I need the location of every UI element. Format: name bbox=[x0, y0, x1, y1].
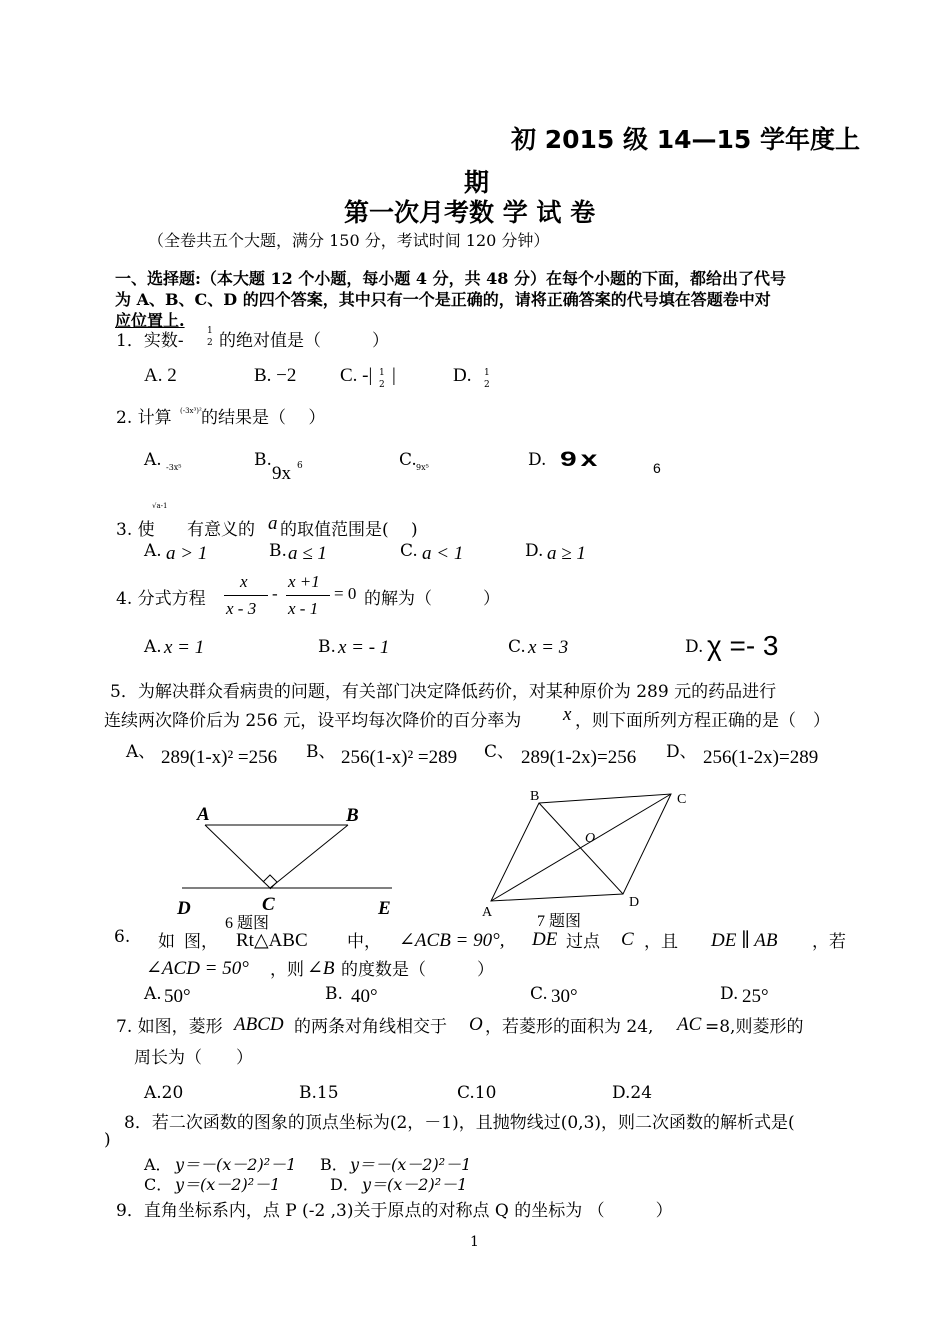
q8-line2: ) bbox=[104, 1130, 111, 1150]
q4-option-b-expr: x = - 1 bbox=[338, 637, 390, 658]
q3-radical: √a-1 bbox=[152, 502, 168, 510]
q4-option-d: D. bbox=[685, 637, 704, 657]
q5-option-c: C、 bbox=[484, 742, 515, 762]
q3-stem-post: 的取值范围是( ) bbox=[280, 520, 418, 540]
q1-stem-pre: 1．实数- bbox=[116, 331, 184, 351]
q2-option-b-sup: 6 bbox=[297, 461, 303, 471]
q6-c: C bbox=[621, 929, 634, 950]
q6-w1: 如 bbox=[158, 932, 175, 952]
q4-option-a-expr: x = 1 bbox=[164, 637, 205, 658]
q3-option-d: D. bbox=[525, 541, 544, 561]
q5-line2-pre: 连续两次降价后为 256 元，设平均每次降价的百分率为 bbox=[104, 711, 522, 731]
q3-option-a-expr: a > 1 bbox=[166, 543, 208, 564]
q2-stem-pre: 2. 计算 bbox=[116, 408, 172, 428]
q5-option-a-expr: 289(1-x)² =256 bbox=[161, 747, 278, 768]
q2-option-b: B. bbox=[254, 450, 272, 470]
q7-line2: 周长为（ ） bbox=[134, 1048, 253, 1068]
fig7-label-b: B bbox=[530, 789, 540, 804]
page-number: 1 bbox=[470, 1234, 479, 1250]
q3-stem-mid: 有意义的 bbox=[187, 520, 255, 540]
fig6-label-c: C bbox=[262, 894, 275, 915]
q5-option-c-expr: 289(1-2x)=256 bbox=[521, 747, 637, 768]
q8-line1: 8．若二次函数的图象的顶点坐标为(2，－1)，且抛物线过(0,3)，则二次函数的解析式是( bbox=[124, 1113, 795, 1133]
q7-option-b: B.15 bbox=[299, 1083, 339, 1103]
q7-abcd: ABCD bbox=[234, 1014, 284, 1035]
q6-number: 6. bbox=[114, 927, 131, 947]
q6-de: DE bbox=[532, 929, 558, 950]
fig6-line-ac bbox=[205, 825, 270, 888]
fig7-label-a: A bbox=[482, 905, 493, 920]
q9-stem: 9．直角坐标系内，点 P (-2 ,3)关于原点的对称点 Q 的坐标为 （ ） bbox=[116, 1201, 673, 1221]
section1-line3: 应位置上. bbox=[115, 311, 185, 330]
q4-option-b: B. bbox=[318, 637, 336, 657]
q4-frac1-num: x bbox=[240, 572, 248, 591]
fig7-label-d: D bbox=[629, 895, 640, 910]
q6-option-d-expr: 25° bbox=[742, 986, 769, 1007]
q6-w2: 图， bbox=[184, 932, 218, 952]
q8-option-a: A． bbox=[144, 1155, 172, 1174]
q6-option-b-expr: 40° bbox=[351, 986, 378, 1007]
q1-option-b: B. −2 bbox=[254, 365, 297, 386]
q1-frac-num: 1 bbox=[207, 326, 213, 336]
q7-o: O bbox=[469, 1014, 483, 1035]
fig7-caption: 7 题图 bbox=[537, 913, 582, 930]
q5-option-a: A、 bbox=[126, 742, 156, 762]
fig6-label-e: E bbox=[378, 898, 391, 919]
q4-frac2-num: x +1 bbox=[288, 572, 320, 591]
q5-option-d-expr: 256(1-2x)=289 bbox=[703, 747, 819, 768]
q8-option-b-expr: y＝－(x－2)²－1 bbox=[350, 1155, 472, 1174]
q7-ac: AC bbox=[677, 1014, 702, 1035]
section1-line2: 为 A、B、C、D 的四个答案，其中只有一个是正确的，请将正确答案的代号填在答题卷中对 bbox=[115, 290, 771, 309]
q6-option-d: D. bbox=[720, 984, 739, 1004]
q1-stem-post: 的绝对值是（ ） bbox=[219, 331, 389, 351]
subtitle: （全卷共五个大题，满分 150 分，考试时间 120 分钟） bbox=[148, 231, 550, 250]
q3-option-a: A. bbox=[144, 541, 162, 561]
q6-parallel: DE ∥ AB bbox=[711, 930, 778, 951]
q6-option-a-expr: 50° bbox=[164, 986, 191, 1007]
q3-stem-var: a bbox=[268, 513, 278, 534]
title-line3: 第一次月考数 学 试 卷 bbox=[344, 198, 596, 227]
figure-6 bbox=[170, 795, 410, 935]
q4-option-a: A. bbox=[144, 637, 162, 657]
q3-option-b-expr: a ≤ 1 bbox=[288, 543, 327, 564]
q2-stem-post: 的结果是（ ） bbox=[201, 408, 326, 428]
figure-7 bbox=[475, 783, 715, 933]
q4-option-d-expr: χ =- 3 bbox=[707, 630, 779, 661]
q1-option-c: C. -| bbox=[340, 365, 373, 386]
q4-stem-post: 的解为（ ） bbox=[364, 589, 500, 609]
q6-option-c-expr: 30° bbox=[551, 986, 578, 1007]
q8-option-c-expr: y＝(x－2)²－1 bbox=[175, 1175, 281, 1194]
q2-option-a-expr: -3x⁵ bbox=[166, 463, 182, 472]
q4-frac2-den: x - 1 bbox=[288, 599, 319, 618]
q5-option-b: B、 bbox=[306, 742, 336, 762]
q5-option-b-expr: 256(1-x)² =289 bbox=[341, 747, 458, 768]
q1-option-a: A. 2 bbox=[144, 365, 177, 386]
q7-option-c: C.10 bbox=[457, 1083, 497, 1103]
fig6-label-a: A bbox=[197, 804, 210, 825]
q2-option-c: C. bbox=[399, 450, 417, 470]
q6-option-b: B. bbox=[325, 984, 343, 1004]
q4-minus: - bbox=[272, 584, 278, 603]
q4-frac2-bar bbox=[286, 595, 330, 596]
q4-frac1-bar bbox=[224, 595, 268, 596]
q6-w5: ，且 bbox=[644, 932, 678, 952]
q3-option-b: B. bbox=[269, 541, 287, 561]
q2-option-b-expr: 9x bbox=[272, 463, 291, 484]
q4-eq: = 0 bbox=[334, 584, 357, 603]
q1-frac-den: 2 bbox=[207, 338, 213, 348]
fig6-label-d: D bbox=[177, 898, 191, 919]
q7-option-d: D.24 bbox=[612, 1083, 653, 1103]
section1-line1: 一、选择题:（本大题 12 个小题，每小题 4 分，共 48 分）在每个小题的下面，都给出了代号 bbox=[115, 269, 786, 288]
q2-option-a: A. bbox=[144, 450, 162, 470]
q4-stem-pre: 4. 分式方程 bbox=[116, 589, 206, 609]
fig6-line-bc bbox=[270, 825, 348, 888]
q6-option-a: A. bbox=[144, 984, 162, 1004]
title-line1: 初 2015 级 14—15 学年度上 bbox=[511, 125, 860, 154]
q6-angle1: ∠ACB = 90°, bbox=[399, 930, 505, 951]
q5-option-d: D、 bbox=[666, 742, 697, 762]
q6-rt: Rt△ABC bbox=[236, 930, 308, 951]
q6-option-c: C. bbox=[530, 984, 548, 1004]
q3-stem-pre: 3. 使 bbox=[116, 520, 155, 540]
q1-option-c-den: 2 bbox=[379, 380, 385, 390]
q4-option-c: C. bbox=[508, 637, 526, 657]
q7-stem-mid2: ，若菱形的面积为 24, bbox=[485, 1017, 654, 1037]
q7-stem-post: =8,则菱形的 bbox=[705, 1017, 804, 1037]
q6-angle2: ∠ACD = 50° bbox=[146, 958, 249, 979]
q4-option-c-expr: x = 3 bbox=[528, 637, 569, 658]
q2-option-d-sup: 6 bbox=[653, 460, 661, 476]
q2-inline-expr: (-3x³)² bbox=[180, 407, 202, 415]
q6-w3: 中， bbox=[347, 932, 381, 952]
q8-option-d: D． bbox=[330, 1175, 359, 1194]
fig7-label-o: O bbox=[585, 831, 596, 846]
q1-option-c-post: | bbox=[392, 365, 396, 386]
q3-option-c: C. bbox=[400, 541, 418, 561]
q6-angle-b: ∠B bbox=[307, 958, 335, 979]
title-line2: 期 bbox=[464, 168, 490, 197]
q8-option-c: C． bbox=[144, 1175, 173, 1194]
q4-frac1-den: x - 3 bbox=[226, 599, 257, 618]
q5-line2-post: ，则下面所列方程正确的是（ ） bbox=[575, 711, 830, 731]
q5-line2-var: x bbox=[563, 704, 572, 725]
q6-w4: 过点 bbox=[566, 932, 600, 952]
q1-option-d-num: 1 bbox=[484, 368, 490, 378]
q3-option-c-expr: a < 1 bbox=[422, 543, 464, 564]
q7-option-a: A.20 bbox=[144, 1083, 184, 1103]
q1-option-c-num: 1 bbox=[379, 368, 385, 378]
q2-option-c-expr: 9x⁵ bbox=[416, 463, 429, 472]
fig7-diagonal-bd bbox=[539, 803, 623, 894]
q7-stem-mid: 的两条对角线相交于 bbox=[294, 1017, 447, 1037]
q8-option-d-expr: y＝(x－2)²－1 bbox=[362, 1175, 468, 1194]
q6-w6: ，若 bbox=[812, 932, 846, 952]
q2-option-d: D. bbox=[528, 450, 547, 470]
q6-w7: ，则 bbox=[270, 960, 304, 980]
q1-option-d-den: 2 bbox=[484, 380, 490, 390]
q5-line1: 5．为解决群众看病贵的问题，有关部门决定降低药价，对某种原价为 289 元的药品进行 bbox=[110, 682, 777, 702]
q2-option-d-expr: 9x bbox=[560, 448, 602, 472]
q1-option-d: D. bbox=[453, 365, 472, 386]
q3-option-d-expr: a ≥ 1 bbox=[547, 543, 586, 564]
fig6-label-b: B bbox=[346, 805, 359, 826]
fig7-label-c: C bbox=[677, 792, 687, 807]
fig6-right-angle-mark bbox=[263, 875, 277, 889]
fig6-caption: 6 题图 bbox=[225, 915, 270, 932]
fig7-diagonal-ac bbox=[491, 794, 671, 901]
q8-option-b: B． bbox=[320, 1155, 348, 1174]
q7-stem-pre: 7. 如图，菱形 bbox=[116, 1017, 223, 1037]
q8-option-a-expr: y＝－(x－2)²－1 bbox=[175, 1155, 297, 1174]
q6-w8: 的度数是（ ） bbox=[341, 960, 494, 980]
